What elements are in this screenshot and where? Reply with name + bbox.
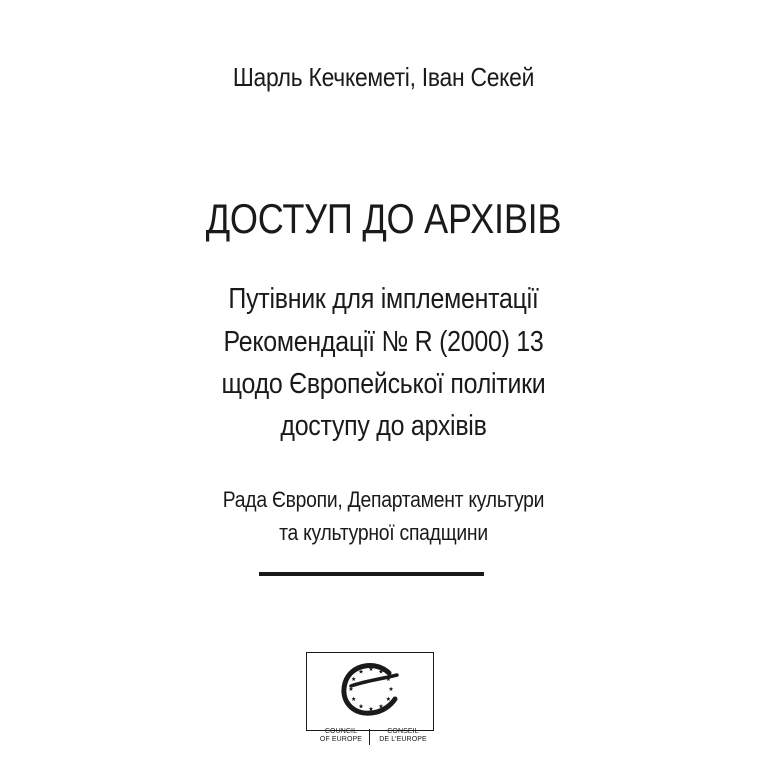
publisher-line: та культурної спадщини [279,520,488,545]
logo-caption-english: COUNCIL OF EUROPE [319,728,363,743]
publisher-line: Рада Європи, Департамент культури [222,487,545,512]
logo-caption-divider [369,729,370,745]
subtitle-line: Рекомендації № R (2000) 13 [223,326,544,358]
council-of-europe-logo-icon [306,652,434,731]
logo-caption-french: CONSEIL DE L'EUROPE [379,728,427,743]
star-icon [359,704,364,708]
star-icon [351,697,356,701]
logo-emblem [307,653,435,732]
divider-rule [259,572,484,576]
star-icon [389,687,394,691]
star-icon [386,697,391,701]
subtitle-line: доступу до архівів [280,410,487,442]
subtitle-line: Путівник для імплементації [228,283,539,315]
star-icon [351,677,356,681]
authors: Шарль Кечкеметі, Іван Секей [232,62,535,92]
book-title: ДОСТУП ДО АРХІВІВ [205,195,562,242]
subtitle-line: щодо Європейської політики [221,368,546,400]
star-icon [369,707,374,711]
